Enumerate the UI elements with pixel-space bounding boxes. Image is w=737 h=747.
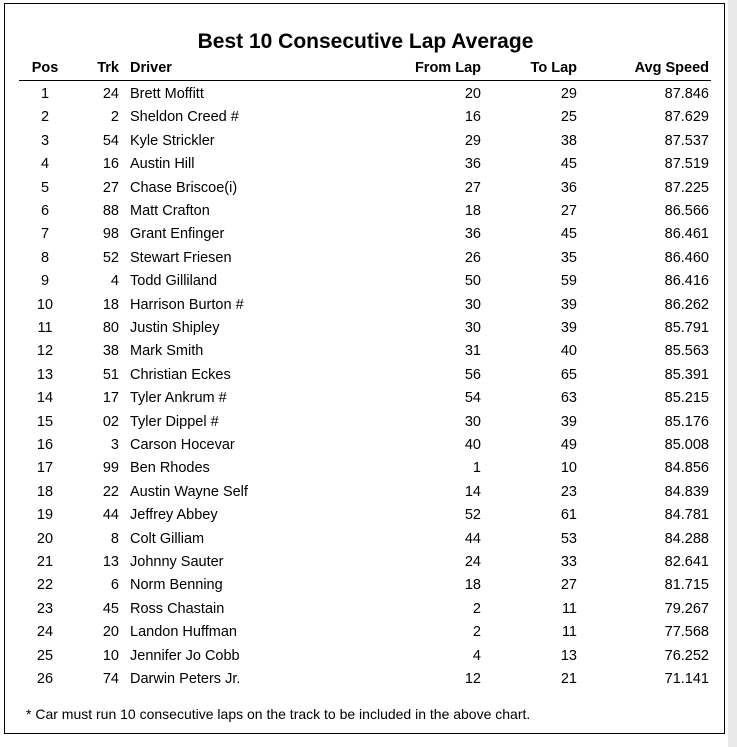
row-to-lap: 59 [560, 273, 577, 290]
row-trk: 74 [102, 671, 119, 687]
row-driver: Jeffrey Abbey [130, 507, 218, 524]
row-trk: 2 [110, 109, 119, 126]
row-driver: Todd Gilliland [130, 273, 218, 290]
row-to-lap: 49 [560, 437, 577, 453]
row-avg-speed: 84.856 [664, 460, 709, 477]
row-trk: 17 [102, 390, 119, 407]
row-avg-speed: 85.391 [664, 366, 709, 383]
row-trk: 13 [102, 554, 119, 570]
table-row [5, 270, 726, 293]
row-driver: Grant Enfinger [130, 226, 225, 243]
row-trk: 02 [102, 413, 119, 430]
table-row [5, 504, 726, 527]
row-avg-speed: 84.781 [664, 507, 709, 524]
row-from-lap: 14 [464, 483, 481, 500]
table-row [5, 528, 726, 551]
table-row [5, 223, 726, 246]
table-row [5, 317, 726, 340]
table-row [5, 200, 726, 223]
row-driver: Carson Hocevar [130, 437, 235, 453]
row-pos: 1 [40, 86, 50, 102]
row-to-lap: 38 [560, 132, 577, 149]
row-to-lap: 36 [560, 179, 577, 196]
row-from-lap: 31 [464, 343, 481, 360]
table-row [5, 621, 726, 644]
row-from-lap: 18 [464, 577, 481, 594]
row-pos: 25 [36, 647, 54, 664]
row-to-lap: 29 [560, 86, 577, 102]
row-trk: 8 [110, 530, 119, 547]
row-driver: Colt Gilliam [130, 530, 205, 547]
row-to-lap: 10 [560, 460, 577, 477]
row-from-lap: 36 [464, 156, 481, 173]
table-row [5, 645, 726, 668]
row-to-lap: 27 [560, 203, 577, 219]
table-row [5, 457, 726, 480]
row-to-lap: 65 [560, 366, 577, 383]
table-row [5, 598, 726, 621]
row-driver: Ross Chastain [130, 600, 225, 617]
row-trk: 10 [102, 647, 119, 664]
row-trk: 99 [102, 460, 119, 477]
row-from-lap: 44 [464, 530, 481, 547]
row-driver: Sheldon Creed # [130, 109, 239, 126]
header-from-lap: From Lap [414, 60, 481, 76]
row-driver: Brett Moffitt [130, 86, 204, 102]
row-trk: 98 [102, 226, 119, 243]
row-from-lap: 12 [464, 671, 481, 687]
row-driver: Austin Hill [130, 156, 195, 173]
row-trk: 52 [102, 249, 119, 266]
header-to-lap: To Lap [530, 60, 577, 76]
table-row [5, 574, 726, 597]
row-avg-speed: 86.461 [664, 226, 709, 243]
row-avg-speed: 85.215 [664, 390, 709, 407]
row-to-lap: 23 [560, 483, 577, 500]
row-pos: 6 [40, 203, 50, 219]
row-to-lap: 25 [560, 109, 577, 126]
row-from-lap: 2 [472, 600, 481, 617]
row-pos: 13 [36, 366, 54, 383]
row-to-lap: 45 [560, 156, 577, 173]
row-trk: 80 [102, 320, 119, 336]
header-divider [19, 80, 711, 81]
row-to-lap: 63 [560, 390, 577, 407]
row-pos: 16 [36, 437, 54, 453]
row-from-lap: 24 [464, 554, 481, 570]
row-pos: 9 [40, 273, 50, 290]
row-trk: 24 [102, 86, 119, 102]
row-avg-speed: 85.791 [664, 320, 709, 336]
footnote: * Car must run 10 consecutive laps on the track to be included in the above chart. [26, 706, 531, 722]
row-pos: 7 [40, 226, 50, 243]
row-pos: 26 [36, 671, 54, 687]
row-to-lap: 61 [560, 507, 577, 524]
row-driver: Norm Benning [130, 577, 223, 594]
row-to-lap: 27 [560, 577, 577, 594]
row-avg-speed: 84.839 [664, 483, 709, 500]
row-to-lap: 35 [560, 249, 577, 266]
row-driver: Darwin Peters Jr. [130, 671, 241, 687]
row-from-lap: 26 [464, 249, 481, 266]
row-avg-speed: 84.288 [664, 530, 709, 547]
row-to-lap: 53 [560, 530, 577, 547]
row-pos: 23 [36, 600, 54, 617]
row-pos: 17 [36, 460, 54, 477]
row-trk: 20 [102, 624, 119, 641]
row-trk: 27 [102, 179, 119, 196]
row-to-lap: 11 [561, 600, 577, 617]
table-row [5, 294, 726, 317]
row-driver: Tyler Ankrum # [130, 390, 227, 407]
row-to-lap: 39 [560, 320, 577, 336]
row-to-lap: 33 [560, 554, 577, 570]
row-avg-speed: 86.566 [664, 203, 709, 219]
row-from-lap: 20 [464, 86, 481, 102]
row-pos: 22 [36, 577, 54, 594]
header-pos: Pos [31, 60, 59, 76]
row-pos: 11 [37, 320, 53, 336]
row-driver: Tyler Dippel # [130, 413, 219, 430]
row-from-lap: 4 [472, 647, 481, 664]
row-pos: 18 [36, 483, 54, 500]
row-driver: Stewart Friesen [130, 249, 232, 266]
row-pos: 19 [36, 507, 54, 524]
row-pos: 4 [40, 156, 50, 173]
row-from-lap: 36 [464, 226, 481, 243]
table-row [5, 364, 726, 387]
row-to-lap: 11 [561, 624, 577, 641]
table-row [5, 83, 726, 106]
table-row [5, 106, 726, 129]
row-avg-speed: 87.846 [664, 86, 709, 102]
row-driver: Chase Briscoe(i) [130, 179, 238, 196]
row-avg-speed: 86.262 [664, 296, 709, 313]
row-driver: Johnny Sauter [130, 554, 224, 570]
row-from-lap: 18 [464, 203, 481, 219]
row-from-lap: 52 [464, 507, 481, 524]
table-row [5, 434, 726, 457]
row-trk: 3 [110, 437, 119, 453]
table-row [5, 551, 726, 574]
row-avg-speed: 85.176 [664, 413, 709, 430]
table-row [5, 340, 726, 363]
row-from-lap: 1 [472, 460, 481, 477]
row-driver: Jennifer Jo Cobb [130, 647, 240, 664]
row-avg-speed: 71.141 [664, 671, 709, 687]
row-to-lap: 45 [560, 226, 577, 243]
row-avg-speed: 76.252 [664, 647, 709, 664]
table-row [5, 177, 726, 200]
row-from-lap: 56 [464, 366, 481, 383]
row-to-lap: 39 [560, 296, 577, 313]
row-to-lap: 40 [560, 343, 577, 360]
row-driver: Landon Huffman [130, 624, 237, 641]
row-driver: Matt Crafton [130, 203, 210, 219]
row-trk: 88 [102, 203, 119, 219]
row-pos: 14 [36, 390, 54, 407]
row-avg-speed: 86.416 [664, 273, 709, 290]
header-driver: Driver [130, 60, 172, 76]
row-avg-speed: 85.563 [664, 343, 709, 360]
row-to-lap: 39 [560, 413, 577, 430]
row-from-lap: 30 [464, 296, 481, 313]
row-pos: 15 [36, 413, 54, 430]
row-driver: Justin Shipley [130, 320, 220, 336]
row-avg-speed: 85.008 [664, 437, 709, 453]
table-row [5, 481, 726, 504]
row-avg-speed: 79.267 [664, 600, 709, 617]
row-from-lap: 40 [464, 437, 481, 453]
row-to-lap: 21 [560, 671, 577, 687]
row-avg-speed: 77.568 [664, 624, 709, 641]
row-pos: 21 [36, 554, 54, 570]
row-trk: 4 [110, 273, 119, 290]
row-avg-speed: 87.225 [664, 179, 709, 196]
row-pos: 8 [40, 249, 50, 266]
row-pos: 5 [40, 179, 50, 196]
row-pos: 24 [36, 624, 54, 641]
row-trk: 51 [102, 366, 119, 383]
row-trk: 45 [102, 600, 119, 617]
row-from-lap: 54 [464, 390, 481, 407]
row-from-lap: 50 [464, 273, 481, 290]
row-trk: 16 [102, 156, 119, 173]
row-pos: 20 [36, 530, 54, 547]
header-trk: Trk [97, 60, 119, 76]
row-to-lap: 13 [560, 647, 577, 664]
table-row [5, 130, 726, 153]
table-row [5, 153, 726, 176]
table-row [5, 668, 726, 691]
row-avg-speed: 82.641 [664, 554, 709, 570]
row-pos: 2 [40, 109, 50, 126]
header-avg-speed: Avg Speed [634, 60, 709, 76]
row-driver: Ben Rhodes [130, 460, 210, 477]
row-avg-speed: 87.629 [664, 109, 709, 126]
row-driver: Mark Smith [130, 343, 204, 360]
row-from-lap: 29 [464, 132, 481, 149]
row-avg-speed: 87.519 [664, 156, 709, 173]
row-driver: Austin Wayne Self [130, 483, 248, 500]
row-from-lap: 2 [472, 624, 481, 641]
table-title: Best 10 Consecutive Lap Average [197, 30, 534, 53]
row-trk: 18 [102, 296, 119, 313]
row-driver: Christian Eckes [130, 366, 231, 383]
table-row [5, 411, 726, 434]
row-pos: 12 [36, 343, 54, 360]
results-table-frame [4, 3, 725, 734]
row-trk: 38 [102, 343, 119, 360]
row-from-lap: 30 [464, 413, 481, 430]
row-from-lap: 16 [464, 109, 481, 126]
page-edge-shadow [728, 0, 737, 747]
row-avg-speed: 87.537 [664, 132, 709, 149]
row-trk: 22 [102, 483, 119, 500]
row-driver: Harrison Burton # [130, 296, 244, 313]
row-pos: 3 [40, 132, 50, 149]
table-header-row [5, 57, 726, 80]
row-pos: 10 [36, 296, 54, 313]
row-driver: Kyle Strickler [130, 132, 215, 149]
table-row [5, 247, 726, 270]
row-from-lap: 30 [464, 320, 481, 336]
row-avg-speed: 81.715 [664, 577, 709, 594]
row-trk: 44 [102, 507, 119, 524]
row-avg-speed: 86.460 [664, 249, 709, 266]
row-from-lap: 27 [464, 179, 481, 196]
table-row [5, 387, 726, 410]
row-trk: 6 [110, 577, 119, 594]
row-trk: 54 [102, 132, 119, 149]
